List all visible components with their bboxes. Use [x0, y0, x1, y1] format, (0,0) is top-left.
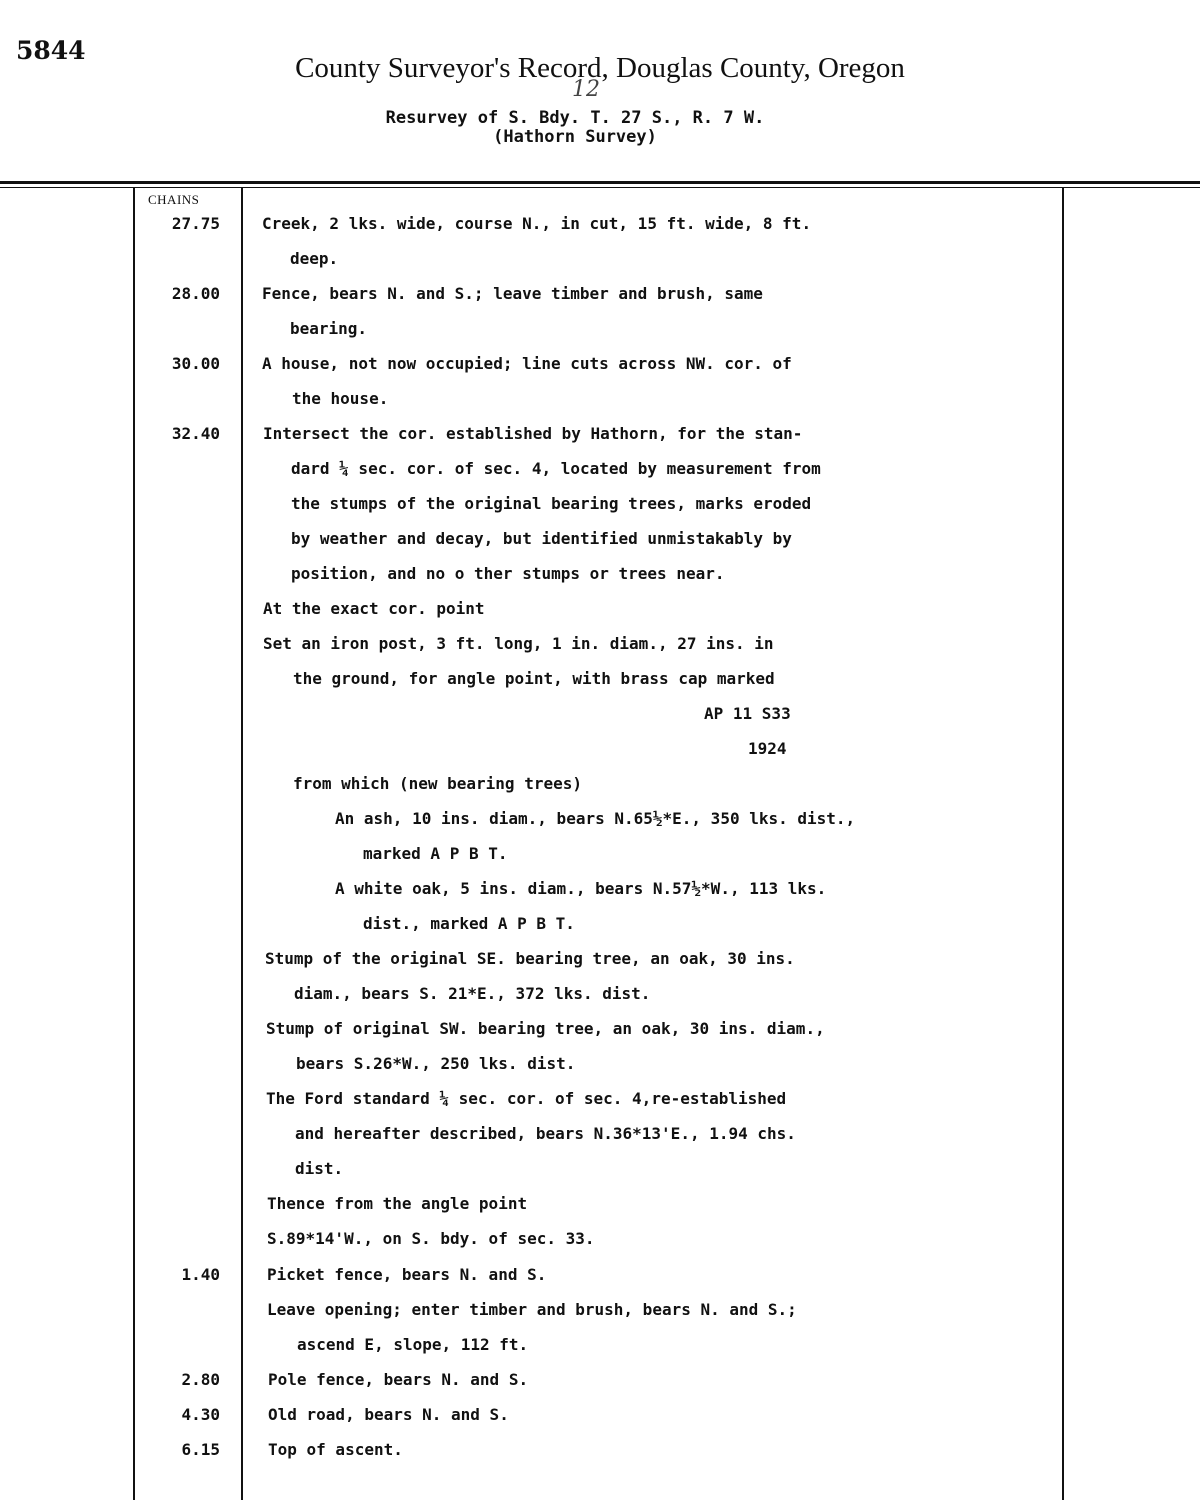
header-rule-thick [0, 181, 1200, 184]
record-line: bearing. [290, 319, 368, 338]
record-line: Top of ascent. [268, 1440, 403, 1459]
record-line: from which (new bearing trees) [293, 774, 582, 793]
record-line: Pole fence, bears N. and S. [268, 1370, 529, 1389]
chain-value: 6.15 [181, 1440, 220, 1459]
record-line: S.89*14'W., on S. bdy. of sec. 33. [267, 1229, 595, 1248]
record-line: An ash, 10 ins. diam., bears N.65½*E., 350 lks. dist., [335, 809, 856, 828]
record-line: marked A P B T. [363, 844, 508, 863]
record-line: ascend E, slope, 112 ft. [297, 1335, 529, 1354]
record-line: Picket fence, bears N. and S. [267, 1265, 547, 1284]
chain-value: 1.40 [181, 1265, 220, 1284]
record-line: Thence from the angle point [267, 1194, 528, 1213]
record-line: AP 11 S33 [704, 704, 791, 723]
record-line: Old road, bears N. and S. [268, 1405, 509, 1424]
record-line: bears S.26*W., 250 lks. dist. [296, 1054, 576, 1073]
record-line: At the exact cor. point [263, 599, 485, 618]
page-number: 5844 [16, 36, 86, 65]
record-line: dard ¼ sec. cor. of sec. 4, located by measurement from [291, 459, 821, 478]
record-line: Stump of original SW. bearing tree, an oak, 30 ins. diam., [266, 1019, 825, 1038]
record-line: deep. [290, 249, 339, 268]
record-title: County Surveyor's Record, Douglas County, Oregon [295, 52, 905, 84]
record-line: position, and no o ther stumps or trees near. [291, 564, 725, 583]
record-line: A house, not now occupied; line cuts across NW. cor. of [262, 354, 792, 373]
record-line: Intersect the cor. established by Hathorn, for the stan- [263, 424, 803, 443]
record-line: Set an iron post, 3 ft. long, 1 in. diam., 27 ins. in [263, 634, 774, 653]
left-margin-line [133, 188, 135, 1500]
record-line: 1924 [748, 739, 787, 758]
record-line: the ground, for angle point, with brass cap marked [293, 669, 775, 688]
record-line: by weather and decay, but identified unmistakably by [291, 529, 792, 548]
chain-value: 32.40 [171, 424, 220, 443]
chains-column-header: CHAINS [148, 192, 200, 207]
chain-value: 28.00 [171, 284, 220, 303]
chain-value: 2.80 [181, 1370, 220, 1389]
survey-subtitle: Resurvey of S. Bdy. T. 27 S., R. 7 W. [385, 108, 765, 128]
record-line: the house. [292, 389, 389, 408]
record-line: Creek, 2 lks. wide, course N., in cut, 15 ft. wide, 8 ft. [262, 214, 812, 233]
chain-value: 4.30 [181, 1405, 220, 1424]
record-line: diam., bears S. 21*E., 372 lks. dist. [294, 984, 651, 1003]
chain-value: 30.00 [171, 354, 220, 373]
record-line: dist. [295, 1159, 344, 1178]
record-line: The Ford standard ¼ sec. cor. of sec. 4,re-established [266, 1089, 787, 1108]
chain-value: 27.75 [171, 214, 220, 233]
survey-subtitle-note: (Hathorn Survey) [493, 127, 657, 147]
record-line: the stumps of the original bearing trees, marks eroded [291, 494, 812, 513]
record-line: Fence, bears N. and S.; leave timber and brush, same [262, 284, 763, 303]
handwritten-mark: 12 [572, 77, 600, 102]
record-line: and hereafter described, bears N.36*13'E., 1.94 chs. [295, 1124, 796, 1143]
record-line: dist., marked A P B T. [363, 914, 575, 933]
record-line: Stump of the original SE. bearing tree, an oak, 30 ins. [265, 949, 795, 968]
header-rule-thin [0, 187, 1200, 188]
record-line: A white oak, 5 ins. diam., bears N.57½*W., 113 lks. [335, 879, 827, 898]
record-line: Leave opening; enter timber and brush, bears N. and S.; [267, 1300, 797, 1319]
right-margin-line [1062, 188, 1064, 1500]
column-divider-line [241, 188, 243, 1500]
